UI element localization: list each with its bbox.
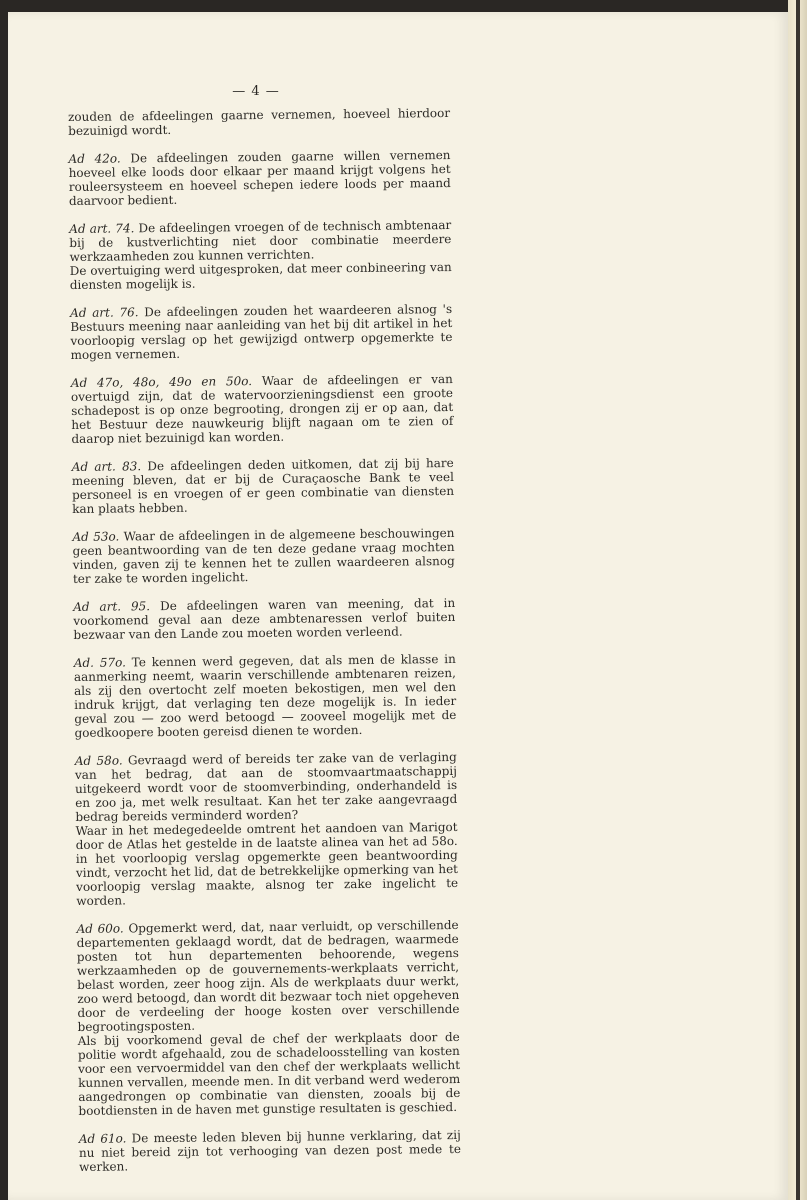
paragraph-text: De afdeelingen deden uitkomen, dat zij bij hare meening bleven, dat er bij de Curaçaosche Bank te veel personeel is en vroegen of er geen combinatie van diensten kan plaats hebben. bbox=[71, 455, 455, 516]
paragraph-text: Te kennen werd gegeven, dat als men de klasse in aanmerking neemt, waarin verschillende ambtenaren reizen, als zij den overtocht zelf moeten bekostigen, men wel den indruk krijgt, dat verlaging ten deze mogelijk is. In ieder geval zou — zoo werd betoogd — zooveel mogelijk met de goedkoopere booten gereisd dienen te worden. bbox=[73, 651, 457, 740]
document-page bbox=[8, 12, 788, 1200]
page-number: — 4 — bbox=[232, 84, 280, 99]
paragraph bbox=[77, 918, 460, 1034]
paragraph-lead: Ad art. 76. bbox=[70, 305, 139, 320]
paragraph-text: Waar in het medegedeelde omtrent het aandoen van Marigot door de Atlas het gestelde in de laatste alinea van het ad 58o. in het voorloopig verslag opgemerkte geen beantwoording vindt, verzocht het lid, dat de betrekkelijke opmerking van het voorloopig verslag maakte, alsnog ter zake ingelicht te worden. bbox=[75, 819, 459, 908]
paragraph bbox=[69, 218, 451, 264]
paragraph bbox=[68, 106, 450, 138]
paragraph bbox=[71, 372, 454, 446]
paragraph bbox=[70, 302, 453, 362]
paragraph-lead: Ad art. 83. bbox=[71, 459, 142, 474]
paragraph-lead: Ad 58o. bbox=[74, 753, 123, 768]
paragraph-text: Als bij voorkomend geval de chef der werkplaats door de politie wordt afgehaald, zou de schadeloosstelling van kosten voor een vervoermiddel van den chef der werkplaats wellicht kunnen vervallen, meende men. In dit verband werd wederom aangedrongen op combinatie van diensten, zooals bij de bootdiensten in de haven met gunstige resultaten is geschied. bbox=[77, 1029, 461, 1118]
paragraph-text: Opgemerkt werd, dat, naar verluidt, op verschillende departementen geklaagd wordt, dat de bedragen, waarmede posten tot hun departementen behoorende, wegens werkzaamheden op de gouvernements-werkplaats verricht, belast worden, zeer hoog zijn. Als de werkplaats duur werkt, zoo werd betoogd, dan wordt dit bezwaar toch niet opgeheven door de verdeeling der hooge kosten over verschillende begrootingsposten. bbox=[76, 917, 460, 1034]
paragraph bbox=[68, 148, 451, 208]
document-body bbox=[68, 106, 461, 1188]
paragraph-text: De afdeelingen zouden het waardeeren alsnog 's Bestuurs meening naar aanleiding van het bij dit artikel in het voorloopig verslag op het gewijzigd ontwerp opgemerkte te mogen vernemen. bbox=[70, 301, 453, 362]
paragraph-text: De meeste leden bleven bij hunne verklaring, dat zij nu niet bereid zijn tot verhooging van dezen post mede te werken. bbox=[78, 1127, 461, 1174]
paragraph bbox=[79, 1128, 461, 1174]
paragraph bbox=[75, 820, 458, 908]
paragraph-lead: Ad 42o. bbox=[68, 151, 121, 166]
paragraph-text: zouden de afdeelingen gaarne vernemen, hoeveel hierdoor bezuinigd wordt. bbox=[68, 105, 451, 138]
paragraph-lead: Ad. 57o. bbox=[73, 655, 126, 670]
paragraph-text: De overtuiging werd uitgesproken, dat meer conbineering van diensten mogelijk is. bbox=[69, 259, 452, 292]
paragraph-text: De afdeelingen waren van meening, dat in voorkomend geval aan deze ambtenaressen verlof buiten bezwaar van den Lande zou moeten worden verleend. bbox=[73, 595, 456, 642]
paragraph bbox=[78, 1030, 461, 1118]
paragraph-lead: Ad 47o, 48o, 49o en 50o. bbox=[70, 374, 253, 390]
paragraph-text: Gevraagd werd of bereids ter zake van de verlaging van het bedrag, dat aan de stoomvaartmaatschappij uitgekeerd wordt voor de stoomverbinding, onderhandeld is en zoo ja, met welk resultaat. Kan het ter zake aangevraagd bedrag bereids verminderd worden? bbox=[74, 749, 458, 824]
paragraph bbox=[72, 456, 455, 516]
paragraph bbox=[74, 652, 457, 740]
paragraph-lead: Ad art. 74. bbox=[69, 221, 135, 236]
paragraph-lead: Ad 53o. bbox=[72, 529, 120, 544]
paragraph bbox=[75, 750, 458, 824]
paragraph-text: De afdeelingen zouden gaarne willen vernemen hoeveel elke loods door elkaar per maand krijgt volgens het rouleersysteem en hoeveel schepen iedere loods per maand daarvoor bedient. bbox=[68, 147, 451, 208]
paragraph bbox=[73, 596, 455, 642]
paragraph-text: Waar de afdeelingen in de algemeene beschouwingen geen beantwoording van de ten deze gedane vraag mochten vinden, gaven zij te kennen het te zullen waardeeren alsnog ter zake te worden ingelicht. bbox=[72, 525, 455, 586]
paragraph-lead: Ad art. 95. bbox=[73, 599, 151, 614]
paragraph-lead: Ad 61o. bbox=[78, 1131, 127, 1146]
paragraph bbox=[70, 260, 452, 292]
binding-shadow bbox=[796, 0, 800, 1200]
paragraph bbox=[72, 526, 455, 586]
paragraph-lead: Ad 60o. bbox=[76, 921, 124, 936]
paragraph-text: De afdeelingen vroegen of de technisch ambtenaar bij de kustverlichting niet door combinatie meerdere werkzaamheden zou kunnen verrichten. bbox=[69, 217, 452, 264]
paragraph-text: Waar de afdeelingen er van overtuigd zijn, dat de watervoorzieningsdienst een groote schadepost is op onze begrooting, drongen zij er op aan, dat het Bestuur deze nauwkeurig blijft nagaan om te zien of daarop niet bezuinigd kan worden. bbox=[70, 371, 454, 446]
